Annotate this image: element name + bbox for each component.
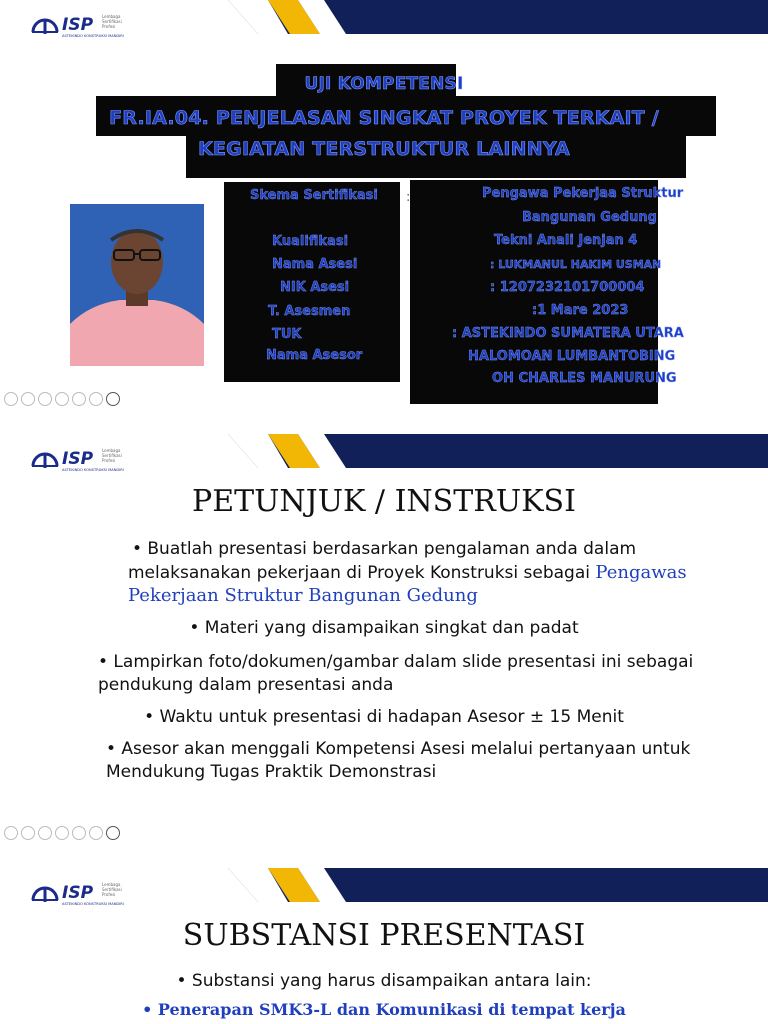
- value-tuk: : ASTEKINDO SUMATERA UTARA: [452, 326, 684, 341]
- label-kualifikasi: Kualifikasi: [272, 234, 349, 249]
- bullet-3-line-1: • Lampirkan foto/dokumen/gambar dalam slide presentasi ini sebagai: [98, 652, 694, 672]
- svg-text:ISP: ISP: [62, 15, 94, 35]
- bullet-5-line-1: • Asesor akan menggali Kompetensi Asesi melalui pertanyaan untuk: [106, 739, 691, 759]
- bullet-2: • Penerapan SMK3-L dan Komunikasi di tempat kerja: [142, 1000, 626, 1019]
- bullet-1-text: melaksanakan pekerjaan di Proyek Konstruksi sebagai: [128, 563, 596, 583]
- bullet-3-line-2: pendukung dalam presentasi anda: [98, 675, 394, 695]
- svg-text:Profesi: Profesi: [102, 458, 116, 463]
- value-asesor-2: OH CHARLES MANURUNG: [492, 371, 677, 386]
- pen-icon[interactable]: [38, 392, 52, 406]
- bullet-2: • Materi yang disampaikan singkat dan padat: [189, 618, 579, 638]
- isp-logo: [30, 444, 140, 472]
- slide-heading: PETUNJUK / INSTRUKSI: [192, 484, 576, 519]
- slide-1: [0, 0, 768, 410]
- svg-text:Profesi: Profesi: [102, 24, 116, 29]
- label-tanggal-asesmen: T. Asesmen: [268, 304, 351, 319]
- more-icon[interactable]: [106, 392, 120, 406]
- bullet-1-line-2: [128, 561, 687, 585]
- asesi-photo: [70, 204, 204, 366]
- colon: :: [406, 190, 411, 205]
- value-nik-asesi: : 1207232101700004: [490, 280, 645, 295]
- svg-text:ISP: ISP: [62, 883, 94, 903]
- svg-text:Lembaga: Lembaga: [102, 448, 121, 453]
- value-nama-asesi: : LUKMANUL HAKIM USMAN: [490, 258, 662, 271]
- bullet-1-line-1: • Buatlah presentasi berdasarkan pengalaman anda dalam: [131, 539, 637, 559]
- svg-text:Lembaga: Lembaga: [102, 14, 121, 19]
- label-nik-asesi: NIK Asesi: [280, 280, 350, 295]
- zoom-icon[interactable]: [72, 392, 86, 406]
- title-line-3: KEGIATAN TERSTRUKTUR LAINNYA: [198, 138, 570, 160]
- slides-icon[interactable]: [55, 392, 69, 406]
- bullet-1-highlight-line: Pekerjaan Struktur Bangunan Gedung: [128, 585, 478, 606]
- value-skema-2: Bangunan Gedung: [522, 210, 657, 225]
- header-band: [228, 434, 768, 468]
- svg-text:Sertifikasi: Sertifikasi: [102, 19, 122, 24]
- label-tuk: TUK: [272, 327, 302, 342]
- svg-text:ASTEKINDO KONSTRUKSI MANDIRI: ASTEKINDO KONSTRUKSI MANDIRI: [62, 34, 124, 38]
- header-band: [228, 0, 768, 34]
- label-nama-asesi: Nama Asesi: [272, 257, 358, 272]
- svg-text:Lembaga: Lembaga: [102, 882, 121, 887]
- next-icon[interactable]: [21, 392, 35, 406]
- value-tanggal-asesmen: :1 Mare 2023: [532, 303, 629, 318]
- label-skema: Skema Sertifikasi: [250, 188, 378, 203]
- svg-text:Profesi: Profesi: [102, 892, 116, 897]
- slide-controls: [4, 826, 120, 840]
- title-line-2: FR.IA.04. PENJELASAN SINGKAT PROYEK TERKAIT /: [109, 107, 659, 129]
- pen-icon[interactable]: [38, 826, 52, 840]
- prev-icon[interactable]: [4, 826, 18, 840]
- slide-2: [0, 434, 768, 844]
- more-icon[interactable]: [106, 826, 120, 840]
- slides-icon[interactable]: [55, 826, 69, 840]
- prev-icon[interactable]: [4, 392, 18, 406]
- label-nama-asesor: Nama Asesor: [266, 348, 363, 363]
- value-asesor-1: HALOMOAN LUMBANTOBING: [468, 349, 676, 364]
- header-band: [228, 868, 768, 902]
- pointer-icon[interactable]: [89, 826, 103, 840]
- svg-text:ASTEKINDO KONSTRUKSI MANDIRI: ASTEKINDO KONSTRUKSI MANDIRI: [62, 468, 124, 472]
- next-icon[interactable]: [21, 826, 35, 840]
- isp-logo: [30, 878, 140, 906]
- slide-heading: SUBSTANSI PRESENTASI: [182, 918, 586, 953]
- bullet-1: • Substansi yang harus disampaikan antara lain:: [176, 971, 592, 991]
- isp-logo: [30, 10, 140, 38]
- slide-controls: [4, 392, 120, 406]
- zoom-icon[interactable]: [72, 826, 86, 840]
- slide-3: [0, 868, 768, 1024]
- svg-text:ISP: ISP: [62, 449, 94, 469]
- value-skema-1: Pengawa Pekerjaa Struktur: [482, 186, 684, 201]
- value-kualifikasi: Tekni Anali Jenjan 4: [494, 233, 638, 248]
- bullet-5-line-2: Mendukung Tugas Praktik Demonstrasi: [106, 762, 437, 782]
- bullet-1-highlight: Pengawas: [595, 562, 687, 583]
- svg-text:ASTEKINDO KONSTRUKSI MANDIRI: ASTEKINDO KONSTRUKSI MANDIRI: [62, 902, 124, 906]
- pointer-icon[interactable]: [89, 392, 103, 406]
- svg-text:Sertifikasi: Sertifikasi: [102, 887, 122, 892]
- title-line-1: UJI KOMPETENSI: [304, 74, 464, 94]
- svg-text:Sertifikasi: Sertifikasi: [102, 453, 122, 458]
- bullet-4: • Waktu untuk presentasi di hadapan Asesor ± 15 Menit: [144, 707, 624, 727]
